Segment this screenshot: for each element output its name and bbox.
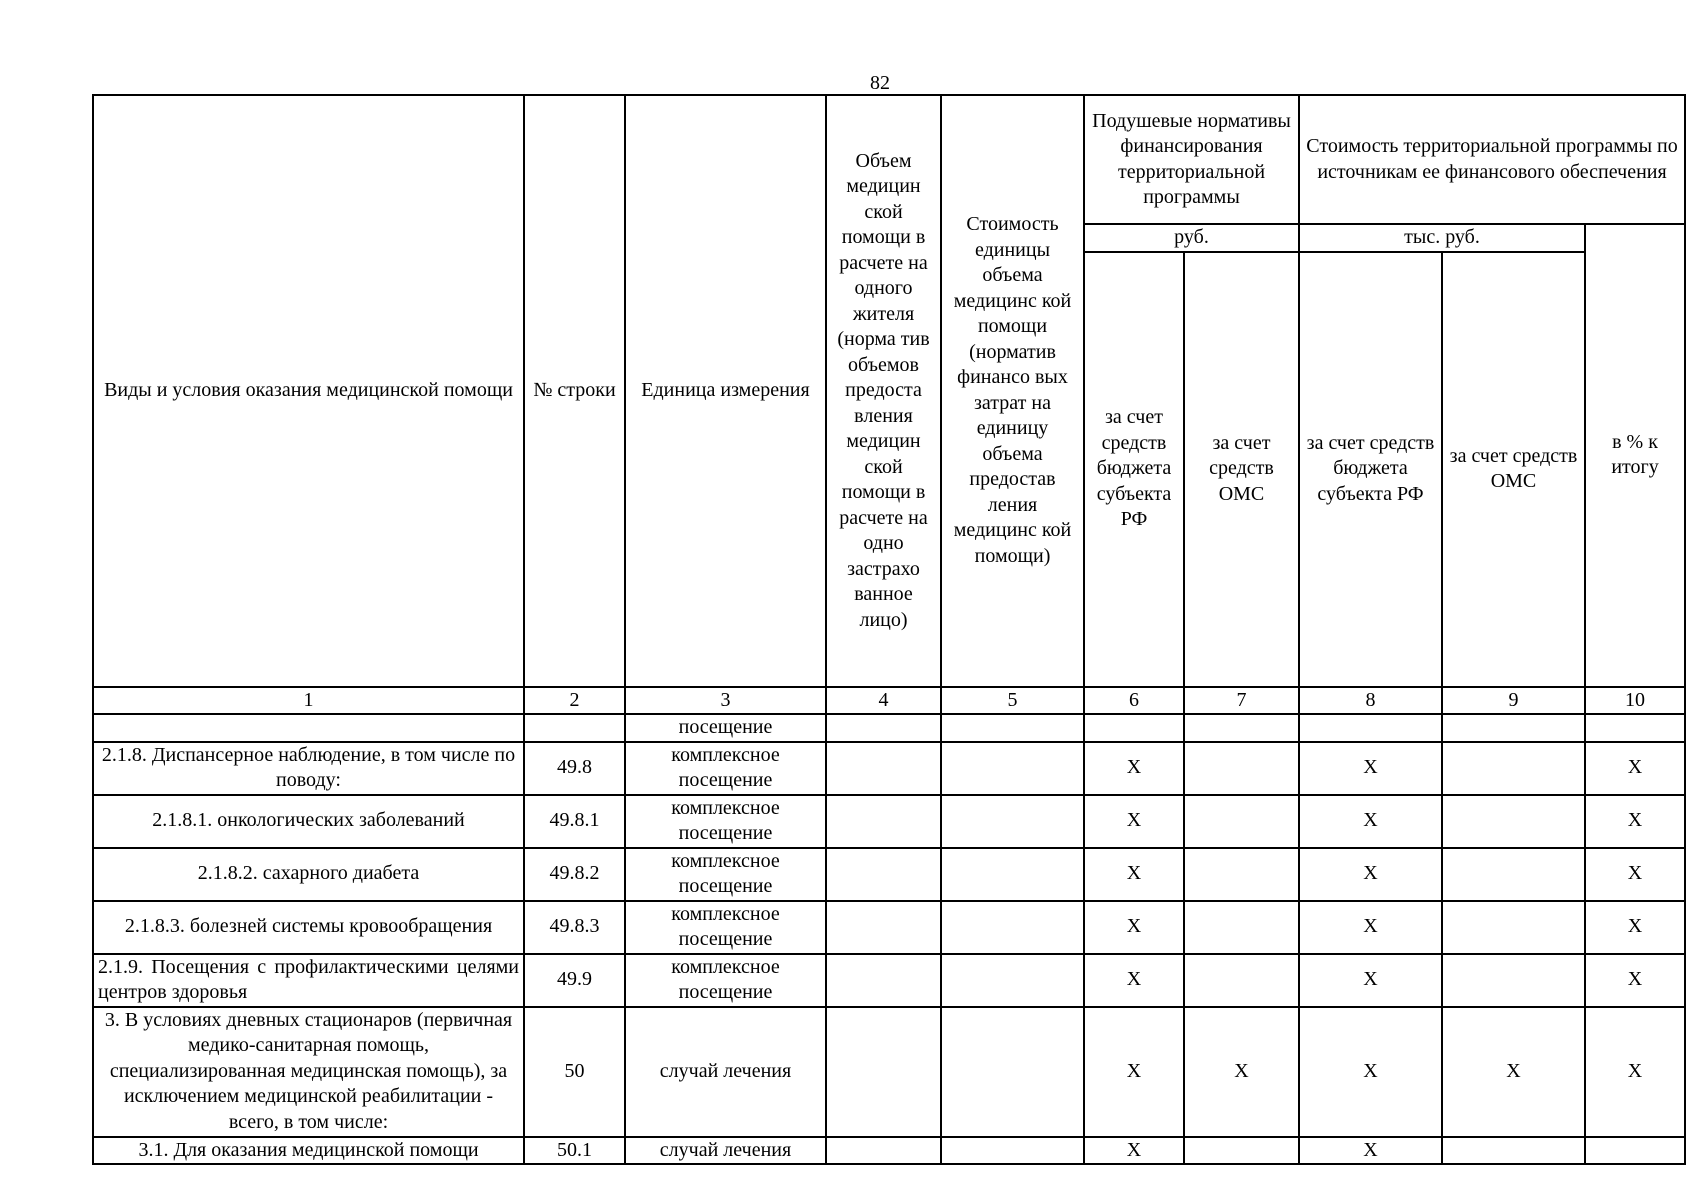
row-name: 2.1.9. Посещения с профилактическими целями центров здоровья	[93, 954, 524, 1007]
table-row	[93, 795, 1685, 848]
header-normative-oms: за счет средств ОМС	[1184, 252, 1299, 687]
header-group-normatives: Подушевые нормативы финансирования территориальной программы	[1084, 95, 1299, 224]
header-group-cost: Стоимость территориальной программы по источникам ее финансового обеспечения	[1299, 95, 1685, 224]
header-line-number: № строки	[524, 95, 625, 687]
row-unit: комплексное посещение	[625, 901, 826, 954]
header-unit: Единица измерения	[625, 95, 826, 687]
header-row-1	[93, 95, 1685, 224]
row-normative-oms	[1184, 901, 1299, 954]
row-volume	[826, 1007, 941, 1137]
row-normative-budget: X	[1084, 848, 1184, 901]
row-cost-oms	[1442, 901, 1585, 954]
row-normative-oms	[1184, 1137, 1299, 1165]
row-unit: комплексное посещение	[625, 954, 826, 1007]
row-volume	[826, 742, 941, 795]
row-cost-oms	[1442, 954, 1585, 1007]
table-row	[93, 1137, 1685, 1165]
row-normative-oms	[1184, 742, 1299, 795]
column-number: 1	[93, 687, 524, 715]
row-name: 3. В условиях дневных стационаров (первичная медико-санитарная помощь, специализированная медицинская помощь), за исключением медицинской реабилитации - всего, в том числе:	[93, 1007, 524, 1137]
row-line-number: 49.8.2	[524, 848, 625, 901]
row-unit: комплексное посещение	[625, 795, 826, 848]
table-row	[93, 954, 1685, 1007]
row-unit: комплексное посещение	[625, 742, 826, 795]
header-services: Виды и условия оказания медицинской помощи	[93, 95, 524, 687]
row-cost-oms: X	[1442, 1007, 1585, 1137]
data-table	[92, 94, 1686, 1165]
row-percent	[1585, 1137, 1685, 1165]
row-cost-budget: X	[1299, 795, 1442, 848]
header-unit-thousand-rub: тыс. руб.	[1299, 224, 1585, 252]
row-volume	[826, 954, 941, 1007]
row-cost-oms	[1442, 1137, 1585, 1165]
table-row	[93, 1007, 1685, 1137]
row-volume	[826, 901, 941, 954]
row-cost-oms	[1442, 848, 1585, 901]
column-number: 10	[1585, 687, 1685, 715]
row-cost-budget: X	[1299, 1137, 1442, 1165]
row-normative-budget: X	[1084, 901, 1184, 954]
row-name: 2.1.8.1. онкологических заболеваний	[93, 795, 524, 848]
row-unit-cost	[941, 901, 1084, 954]
row-normative-budget	[1084, 714, 1184, 742]
row-percent: X	[1585, 848, 1685, 901]
row-name	[93, 714, 524, 742]
row-line-number: 50.1	[524, 1137, 625, 1165]
column-number: 9	[1442, 687, 1585, 715]
row-percent: X	[1585, 795, 1685, 848]
row-normative-budget: X	[1084, 1137, 1184, 1165]
header-volume: Объем медицин ской помощи в расчете на одного жителя (норма тив объемов предоста вления медицин ской помощи в расчете на одно застрахо ванное лицо)	[826, 95, 941, 687]
row-volume	[826, 795, 941, 848]
row-unit: случай лечения	[625, 1007, 826, 1137]
row-line-number: 50	[524, 1007, 625, 1137]
table-row	[93, 901, 1685, 954]
header-percent: в % к итогу	[1585, 224, 1685, 687]
row-unit-cost	[941, 795, 1084, 848]
row-normative-budget: X	[1084, 1007, 1184, 1137]
row-name: 2.1.8.3. болезней системы кровообращения	[93, 901, 524, 954]
row-cost-oms	[1442, 742, 1585, 795]
row-unit: посещение	[625, 714, 826, 742]
row-line-number: 49.9	[524, 954, 625, 1007]
header-unit-cost: Стоимость единицы объема медицинс кой помощи (норматив финансо вых затрат на единицу объема предостав ления медицинс кой помощи)	[941, 95, 1084, 687]
row-cost-budget: X	[1299, 848, 1442, 901]
row-normative-oms	[1184, 954, 1299, 1007]
header-unit-rub: руб.	[1084, 224, 1299, 252]
row-volume	[826, 1137, 941, 1165]
row-volume	[826, 714, 941, 742]
row-unit-cost	[941, 954, 1084, 1007]
row-cost-oms	[1442, 714, 1585, 742]
row-normative-oms	[1184, 795, 1299, 848]
column-number: 8	[1299, 687, 1442, 715]
column-number: 4	[826, 687, 941, 715]
column-number: 2	[524, 687, 625, 715]
column-number: 3	[625, 687, 826, 715]
row-percent: X	[1585, 1007, 1685, 1137]
row-normative-budget: X	[1084, 795, 1184, 848]
row-line-number: 49.8	[524, 742, 625, 795]
row-percent: X	[1585, 954, 1685, 1007]
header-normative-budget: за счет средств бюджета субъекта РФ	[1084, 252, 1184, 687]
row-name: 3.1. Для оказания медицинской помощи	[93, 1137, 524, 1165]
row-unit: случай лечения	[625, 1137, 826, 1165]
row-cost-budget: X	[1299, 742, 1442, 795]
row-line-number: 49.8.1	[524, 795, 625, 848]
table-row	[93, 848, 1685, 901]
row-normative-budget: X	[1084, 954, 1184, 1007]
header-cost-budget: за счет средств бюджета субъекта РФ	[1299, 252, 1442, 687]
table-row	[93, 714, 1685, 742]
row-percent: X	[1585, 901, 1685, 954]
column-number: 5	[941, 687, 1084, 715]
row-cost-budget: X	[1299, 1007, 1442, 1137]
row-normative-budget: X	[1084, 742, 1184, 795]
row-line-number: 49.8.3	[524, 901, 625, 954]
row-unit-cost	[941, 1007, 1084, 1137]
column-number: 6	[1084, 687, 1184, 715]
header-cost-oms: за счет средств ОМС	[1442, 252, 1585, 687]
column-number-row	[93, 687, 1685, 715]
row-unit-cost	[941, 1137, 1084, 1165]
table-row	[93, 742, 1685, 795]
row-unit-cost	[941, 848, 1084, 901]
row-volume	[826, 848, 941, 901]
page-number: 82	[870, 72, 890, 94]
row-cost-budget	[1299, 714, 1442, 742]
row-cost-budget: X	[1299, 901, 1442, 954]
row-normative-oms	[1184, 848, 1299, 901]
row-cost-budget: X	[1299, 954, 1442, 1007]
row-normative-oms	[1184, 714, 1299, 742]
row-cost-oms	[1442, 795, 1585, 848]
row-line-number	[524, 714, 625, 742]
row-percent: X	[1585, 742, 1685, 795]
row-percent	[1585, 714, 1685, 742]
row-unit-cost	[941, 714, 1084, 742]
row-name: 2.1.8. Диспансерное наблюдение, в том числе по поводу:	[93, 742, 524, 795]
row-normative-oms: X	[1184, 1007, 1299, 1137]
column-number: 7	[1184, 687, 1299, 715]
row-name: 2.1.8.2. сахарного диабета	[93, 848, 524, 901]
row-unit: комплексное посещение	[625, 848, 826, 901]
row-unit-cost	[941, 742, 1084, 795]
